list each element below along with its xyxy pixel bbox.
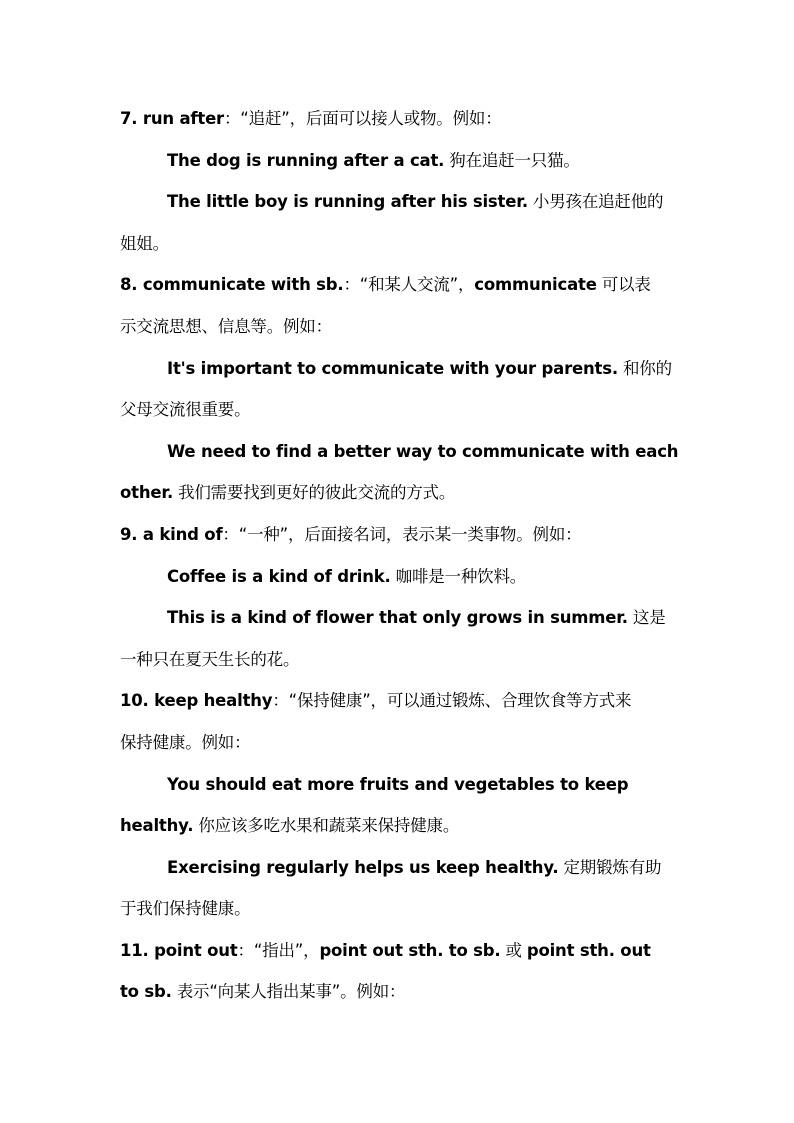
english-phrase: The little boy is running after his sister. xyxy=(167,192,528,212)
english-phrase: 9. a kind of xyxy=(120,524,223,544)
text-line xyxy=(120,764,680,806)
english-phrase: It's important to communicate with your parents. xyxy=(167,358,618,378)
chinese-text: ：“追赶”，后面可以接人或物。例如： xyxy=(224,109,502,128)
chinese-text: 狗在追赶一只猫。 xyxy=(444,150,580,170)
chinese-text: 保持健康。例如： xyxy=(120,732,251,752)
text-line xyxy=(120,597,680,639)
chinese-text: 和你的 xyxy=(617,358,672,378)
english-phrase: The dog is running after a cat. xyxy=(167,150,445,170)
english-phrase: other. xyxy=(120,483,174,503)
chinese-text: ：“指出”， xyxy=(237,940,320,960)
chinese-text: 于我们保持健康。 xyxy=(120,899,251,919)
text-line xyxy=(120,264,680,306)
english-phrase: healthy. xyxy=(120,816,194,836)
text-line xyxy=(120,930,680,972)
english-phrase: We need to find a better way to communicate with each xyxy=(167,441,679,461)
text-line xyxy=(120,98,680,140)
text-line xyxy=(120,722,680,764)
chinese-text: 一种只在夏天生长的花。 xyxy=(120,649,300,669)
english-phrase: point out sth. to sb. xyxy=(319,940,501,960)
text-line xyxy=(120,514,680,556)
document-body xyxy=(120,98,680,1013)
english-phrase: Exercising regularly helps us keep healthy. xyxy=(167,857,559,877)
chinese-text: 父母交流很重要。 xyxy=(120,400,251,420)
chinese-text: 姐姐。 xyxy=(120,233,169,253)
text-line xyxy=(120,348,680,390)
chinese-text: 或 xyxy=(500,940,527,960)
text-line xyxy=(120,431,680,473)
chinese-text: 示交流思想、信息等。例如： xyxy=(120,316,332,336)
chinese-text: 我们需要找到更好的彼此交流的方式。 xyxy=(173,483,456,503)
text-line xyxy=(120,639,680,681)
english-phrase: You should eat more fruits and vegetables to keep xyxy=(167,774,629,794)
text-line xyxy=(120,556,680,598)
text-line xyxy=(120,223,680,265)
chinese-text: 这是 xyxy=(627,608,666,628)
text-line xyxy=(120,805,680,847)
text-line xyxy=(120,847,680,889)
english-phrase: 8. communicate with sb. xyxy=(120,275,344,295)
chinese-text: 定期锻炼有助 xyxy=(558,857,662,877)
text-line xyxy=(120,680,680,722)
english-phrase: This is a kind of flower that only grows in summer. xyxy=(167,608,628,628)
english-phrase: 11. point out xyxy=(120,940,238,960)
english-phrase: communicate xyxy=(474,275,597,295)
english-phrase: to sb. xyxy=(120,982,172,1002)
text-line xyxy=(120,472,680,514)
english-phrase: point sth. out xyxy=(526,940,651,960)
text-line xyxy=(120,140,680,182)
english-phrase: 7. run after xyxy=(120,109,224,128)
chinese-text: ：“保持健康”，可以通过锻炼、合理饮食等方式来 xyxy=(272,691,632,711)
chinese-text: ：“一种”，后面接名词，表示某一类事物。例如： xyxy=(222,524,582,544)
text-line xyxy=(120,888,680,930)
text-line xyxy=(120,389,680,431)
chinese-text: ：“和某人交流”， xyxy=(343,275,475,295)
text-line xyxy=(120,306,680,348)
english-phrase: Coffee is a kind of drink. xyxy=(167,566,391,586)
chinese-text: 小男孩在追赶他的 xyxy=(527,192,664,212)
chinese-text: 咖啡是一种饮料。 xyxy=(390,566,527,586)
text-line xyxy=(120,971,680,1013)
chinese-text: 你应该多吃水果和蔬菜来保持健康。 xyxy=(193,816,460,836)
text-line xyxy=(120,181,680,223)
english-phrase: 10. keep healthy xyxy=(120,691,273,711)
chinese-text: 表示“向某人指出某事”。例如： xyxy=(171,982,406,1002)
chinese-text: 可以表 xyxy=(596,275,651,295)
